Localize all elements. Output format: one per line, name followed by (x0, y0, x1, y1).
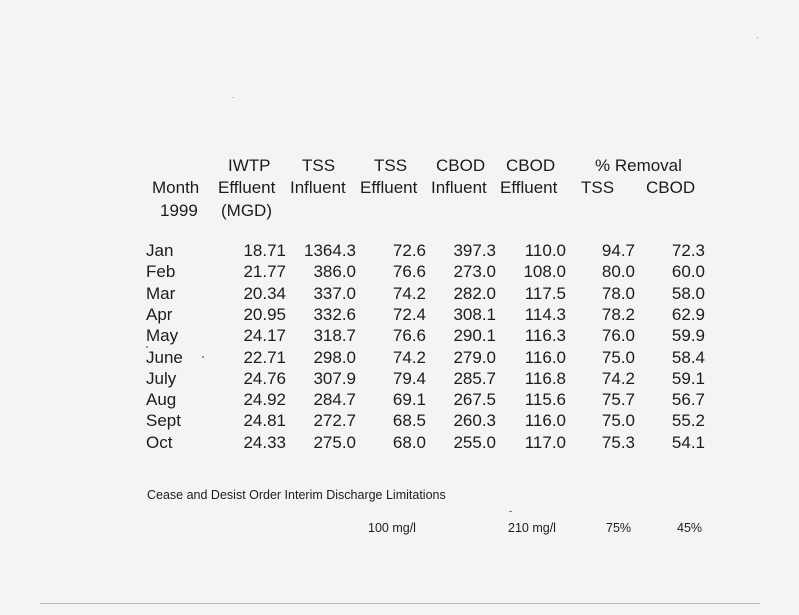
cbod-removal-limit: 45% (677, 521, 703, 535)
header-tss-influent-2: Influent (290, 178, 346, 197)
month-cell: May (146, 326, 179, 346)
tss-influent-cell: 337.0 (313, 283, 356, 303)
tss-effluent-cell: 76.6 (392, 326, 426, 346)
cbod-influent-cell: 273.0 (453, 262, 496, 282)
iwtp-effluent-cell: 20.34 (243, 283, 286, 303)
header-cbod-effluent-1: CBOD (506, 156, 556, 175)
month-cell: Aug (146, 390, 177, 410)
tss-influent-cell: 386.0 (313, 262, 356, 282)
cbod-removal-cell: 54.1 (671, 432, 705, 452)
tss-effluent-cell: 74.2 (392, 347, 426, 367)
header-tss-influent-1: TSS (302, 156, 336, 175)
header-tss-effluent-1: TSS (374, 156, 408, 175)
tss-effluent-cell: 74.2 (392, 283, 426, 303)
cbod-removal-cell: 60.0 (671, 262, 705, 282)
iwtp-effluent-cell: 21.77 (243, 262, 286, 282)
cbod-influent-cell: 397.3 (453, 241, 496, 260)
cbod-removal-cell: 58.0 (671, 283, 705, 303)
tss-effluent-cell: 68.5 (392, 411, 426, 431)
tss-effluent-cell: 72.6 (392, 241, 426, 260)
cbod-influent-cell: 255.0 (453, 432, 496, 452)
cbod-effluent-cell: 108.0 (523, 262, 566, 282)
month-cell: June (146, 347, 183, 367)
scan-speck (509, 511, 512, 512)
tss-removal-cell: 76.0 (601, 326, 635, 346)
cbod-removal-cell: 72.3 (671, 241, 705, 260)
header-iwtp-unit: (MGD) (221, 201, 272, 220)
tss-influent-cell: 332.6 (313, 304, 356, 324)
iwtp-effluent-cell: 22.71 (243, 347, 286, 367)
cbod-removal-cell: 62.9 (671, 304, 705, 324)
scan-speck (757, 37, 758, 38)
tss-effluent-limit: 100 mg/l (368, 521, 416, 535)
header-month: Month (152, 178, 200, 197)
cbod-effluent-cell: 117.0 (524, 432, 566, 452)
month-cell: Apr (146, 304, 173, 324)
cbod-influent-cell: 308.1 (453, 304, 496, 324)
tss-removal-cell: 94.7 (601, 241, 635, 260)
tss-influent-cell: 307.9 (313, 368, 356, 388)
tss-removal-cell: 78.2 (601, 304, 635, 324)
cbod-influent-cell: 290.1 (453, 326, 496, 346)
tss-removal-cell: 80.0 (601, 262, 635, 282)
tss-removal-cell: 75.3 (601, 432, 635, 452)
cbod-influent-cell: 279.0 (453, 347, 496, 367)
header-year: 1999 (160, 201, 198, 220)
scan-speck (146, 346, 148, 348)
tss-effluent-cell: 76.6 (392, 262, 426, 282)
cbod-influent-cell: 285.7 (453, 368, 496, 388)
scan-speck (202, 356, 204, 358)
month-cell: July (146, 368, 177, 388)
cbod-effluent-cell: 115.6 (524, 390, 566, 410)
tss-influent-cell: 272.7 (313, 411, 356, 431)
tss-influent-cell: 318.7 (313, 326, 356, 346)
month-cell: Jan (146, 241, 174, 260)
header-removal-cbod: CBOD (646, 178, 696, 197)
cbod-effluent-cell: 117.5 (524, 283, 566, 303)
iwtp-effluent-cell: 18.71 (243, 241, 286, 260)
cbod-effluent-cell: 110.0 (524, 241, 566, 260)
cbod-removal-cell: 58.4 (671, 347, 705, 367)
tss-effluent-cell: 72.4 (392, 304, 426, 324)
cbod-removal-cell: 55.2 (671, 411, 705, 431)
month-cell: Sept (146, 411, 181, 431)
cbod-effluent-cell: 116.0 (524, 411, 566, 431)
iwtp-effluent-cell: 24.33 (243, 432, 286, 452)
iwtp-effluent-cell: 24.92 (243, 390, 286, 410)
cbod-effluent-cell: 116.8 (524, 368, 566, 388)
cbod-influent-cell: 282.0 (453, 283, 496, 303)
cbod-influent-cell: 267.5 (453, 390, 496, 410)
header-tss-effluent-2: Effluent (360, 178, 418, 197)
header-removal-tss: TSS (581, 178, 615, 197)
header-cbod-influent-2: Influent (431, 178, 487, 197)
tss-effluent-cell: 68.0 (392, 432, 426, 452)
tss-removal-cell: 75.0 (601, 411, 635, 431)
cbod-influent-cell: 260.3 (453, 411, 496, 431)
header-cbod-influent-1: CBOD (436, 156, 486, 175)
tss-removal-cell: 75.0 (601, 347, 635, 367)
limitations-title: Cease and Desist Order Interim Discharge Limitations (147, 488, 446, 502)
month-cell: Feb (146, 262, 176, 282)
tss-influent-cell: 284.7 (313, 390, 356, 410)
header-cbod-effluent-2: Effluent (500, 178, 558, 197)
cbod-removal-cell: 59.1 (671, 368, 705, 388)
tss-influent-cell: 275.0 (313, 432, 356, 452)
month-cell: Mar (146, 283, 176, 303)
cbod-effluent-limit: 210 mg/l (508, 521, 556, 535)
tss-removal-limit: 75% (606, 521, 632, 535)
tss-influent-cell: 1364.3 (304, 241, 356, 260)
tss-removal-cell: 75.7 (601, 390, 635, 410)
cbod-effluent-cell: 116.3 (524, 326, 566, 346)
tss-effluent-cell: 69.1 (392, 390, 426, 410)
cbod-effluent-cell: 114.3 (524, 304, 566, 324)
iwtp-effluent-cell: 24.76 (243, 368, 286, 388)
bottom-edge-line (40, 603, 760, 604)
tss-removal-cell: 74.2 (601, 368, 635, 388)
tss-effluent-cell: 79.4 (392, 368, 426, 388)
cbod-removal-cell: 56.7 (671, 390, 705, 410)
iwtp-effluent-cell: 20.95 (243, 304, 286, 324)
tss-influent-cell: 298.0 (313, 347, 356, 367)
cbod-effluent-cell: 116.0 (524, 347, 566, 367)
iwtp-effluent-cell: 24.81 (243, 411, 286, 431)
scan-speck (233, 97, 234, 98)
month-cell: Oct (146, 432, 173, 452)
cbod-removal-cell: 59.9 (671, 326, 705, 346)
header-iwtp-effluent: Effluent (218, 178, 276, 197)
header-removal: % Removal (595, 156, 682, 175)
header-iwtp: IWTP (228, 156, 271, 175)
tss-removal-cell: 78.0 (601, 283, 635, 303)
iwtp-effluent-cell: 24.17 (243, 326, 286, 346)
